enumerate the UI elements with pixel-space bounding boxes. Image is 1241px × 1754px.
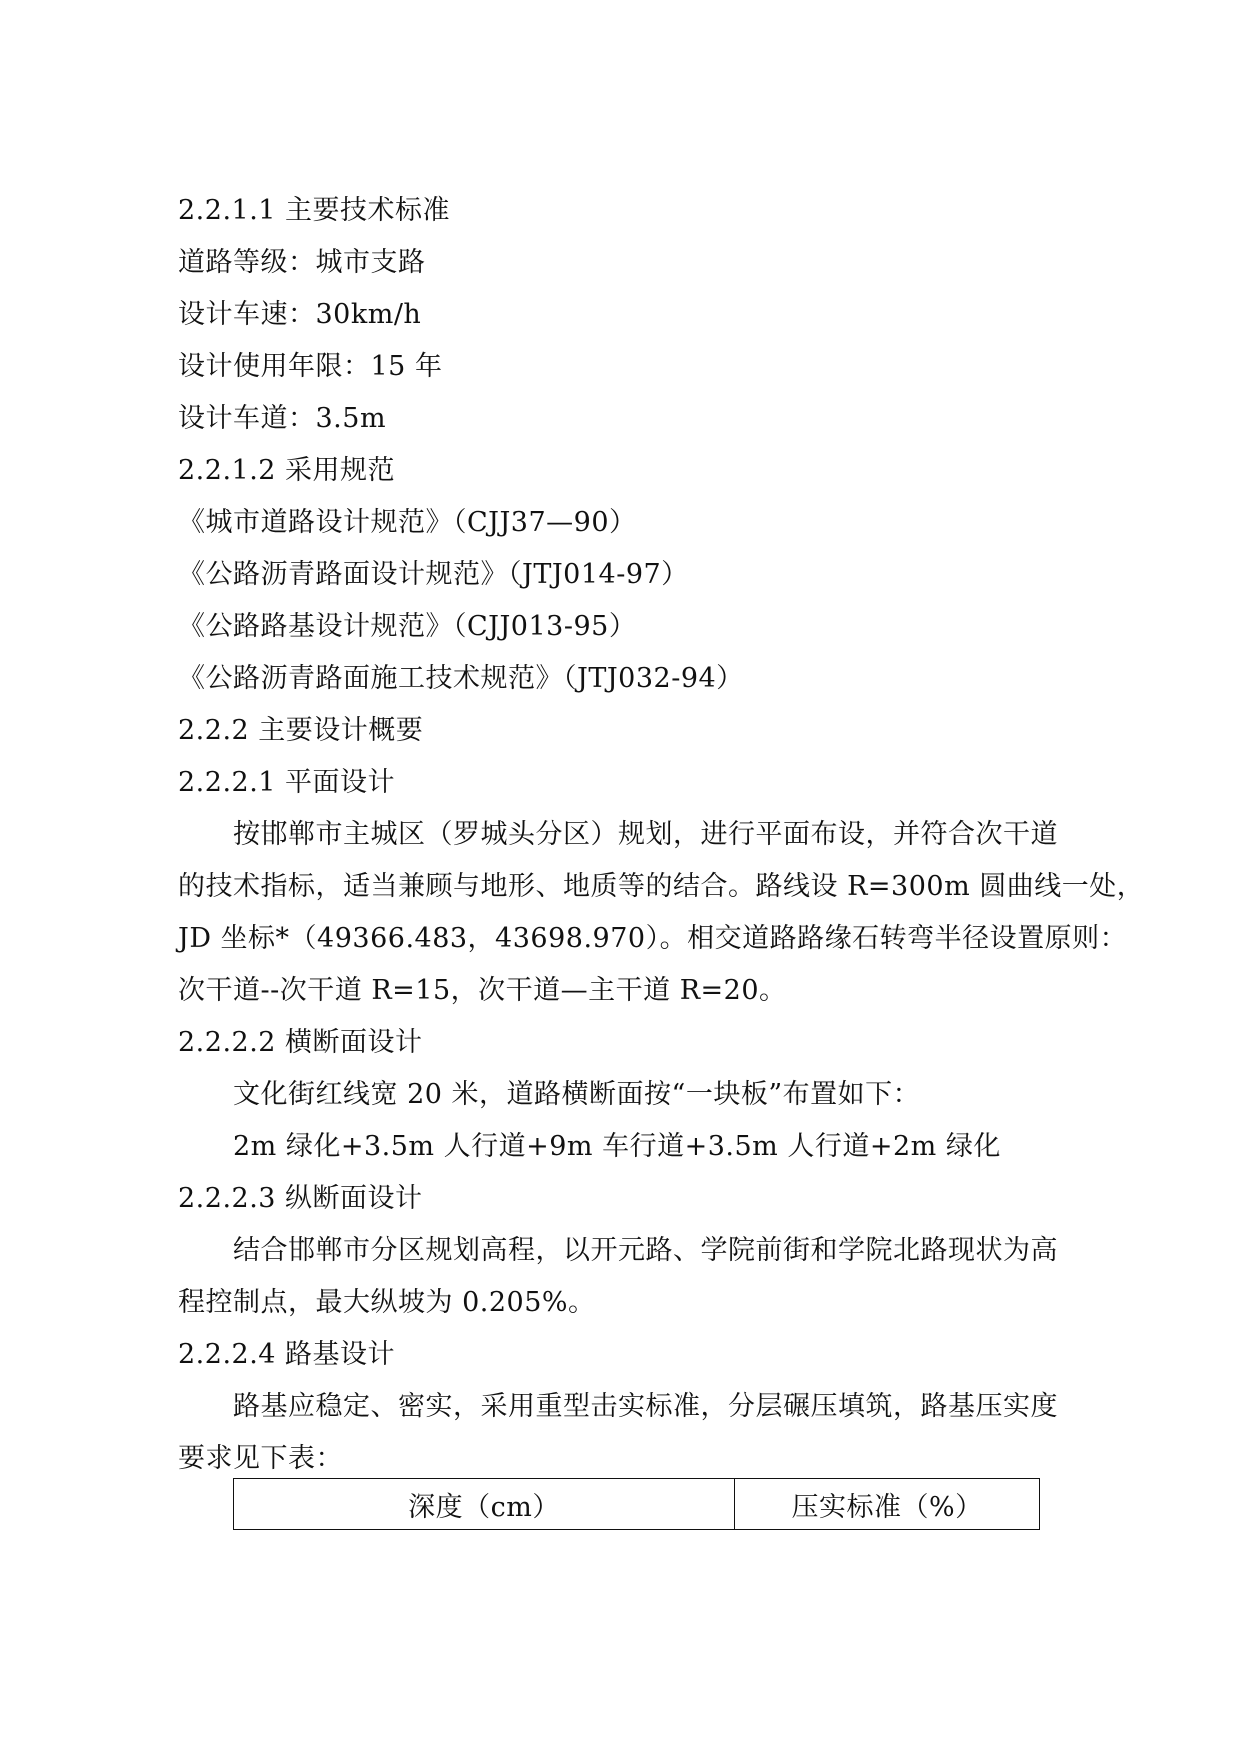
profile-design-paragraph (178, 1225, 1118, 1329)
paragraph-line: 按邯郸市主城区（罗城头分区）规划，进行平面布设，并符合次干道 (233, 819, 1058, 850)
heading-2-2-1-2: 2.2.1.2 采用规范 (178, 455, 396, 486)
spec-item: 《公路沥青路面设计规范》（JTJ014-97） (178, 559, 689, 590)
compaction-table (233, 1478, 1040, 1530)
standard-road-grade: 道路等级：城市支路 (178, 247, 426, 278)
paragraph-line: 路基应稳定、密实，采用重型击实标准，分层碾压填筑，路基压实度 (233, 1391, 1058, 1422)
cross-section-layout: 2m 绿化+3.5m 人行道+9m 车行道+3.5m 人行道+2m 绿化 (233, 1131, 1001, 1162)
heading-2-2-2-1: 2.2.2.1 平面设计 (178, 767, 396, 798)
standard-lane-width: 设计车道：3.5m (178, 403, 387, 434)
cross-section-intro: 文化街红线宽 20 米，道路横断面按“一块板”布置如下： (233, 1079, 921, 1110)
paragraph-line: 程控制点，最大纵坡为 0.205%。 (178, 1287, 596, 1318)
document-body (178, 185, 1145, 1485)
table-header-row (234, 1479, 1040, 1530)
standard-design-speed: 设计车速：30km/h (178, 299, 422, 330)
paragraph-line: 次干道--次干道 R=15，次干道—主干道 R=20。 (178, 975, 787, 1006)
spec-item: 《城市道路设计规范》（CJJ37—90） (178, 507, 637, 538)
paragraph-line: 结合邯郸市分区规划高程，以开元路、学院前街和学院北路现状为高 (233, 1235, 1058, 1266)
plan-design-paragraph (178, 809, 1145, 1017)
heading-2-2-2: 2.2.2 主要设计概要 (178, 715, 424, 746)
paragraph-line: 要求见下表： (178, 1443, 343, 1474)
heading-2-2-1-1: 2.2.1.1 主要技术标准 (178, 195, 451, 226)
spec-item: 《公路路基设计规范》（CJJ013-95） (178, 611, 637, 642)
table-header-depth: 深度（cm） (234, 1479, 735, 1530)
heading-2-2-2-2: 2.2.2.2 横断面设计 (178, 1027, 423, 1058)
standard-service-life: 设计使用年限：15 年 (178, 351, 443, 382)
table-header-compaction: 压实标准（%） (735, 1479, 1040, 1530)
spec-item: 《公路沥青路面施工技术规范》（JTJ032-94） (178, 663, 744, 694)
heading-2-2-2-4: 2.2.2.4 路基设计 (178, 1339, 396, 1370)
heading-2-2-2-3: 2.2.2.3 纵断面设计 (178, 1183, 423, 1214)
paragraph-line: JD 坐标*（49366.483，43698.970）。相交道路路缘石转弯半径设置原则： (178, 923, 1128, 954)
subgrade-design-paragraph (178, 1381, 1118, 1485)
paragraph-line: 的技术指标，适当兼顾与地形、地质等的结合。路线设 R=300m 圆曲线一处， (178, 871, 1145, 902)
